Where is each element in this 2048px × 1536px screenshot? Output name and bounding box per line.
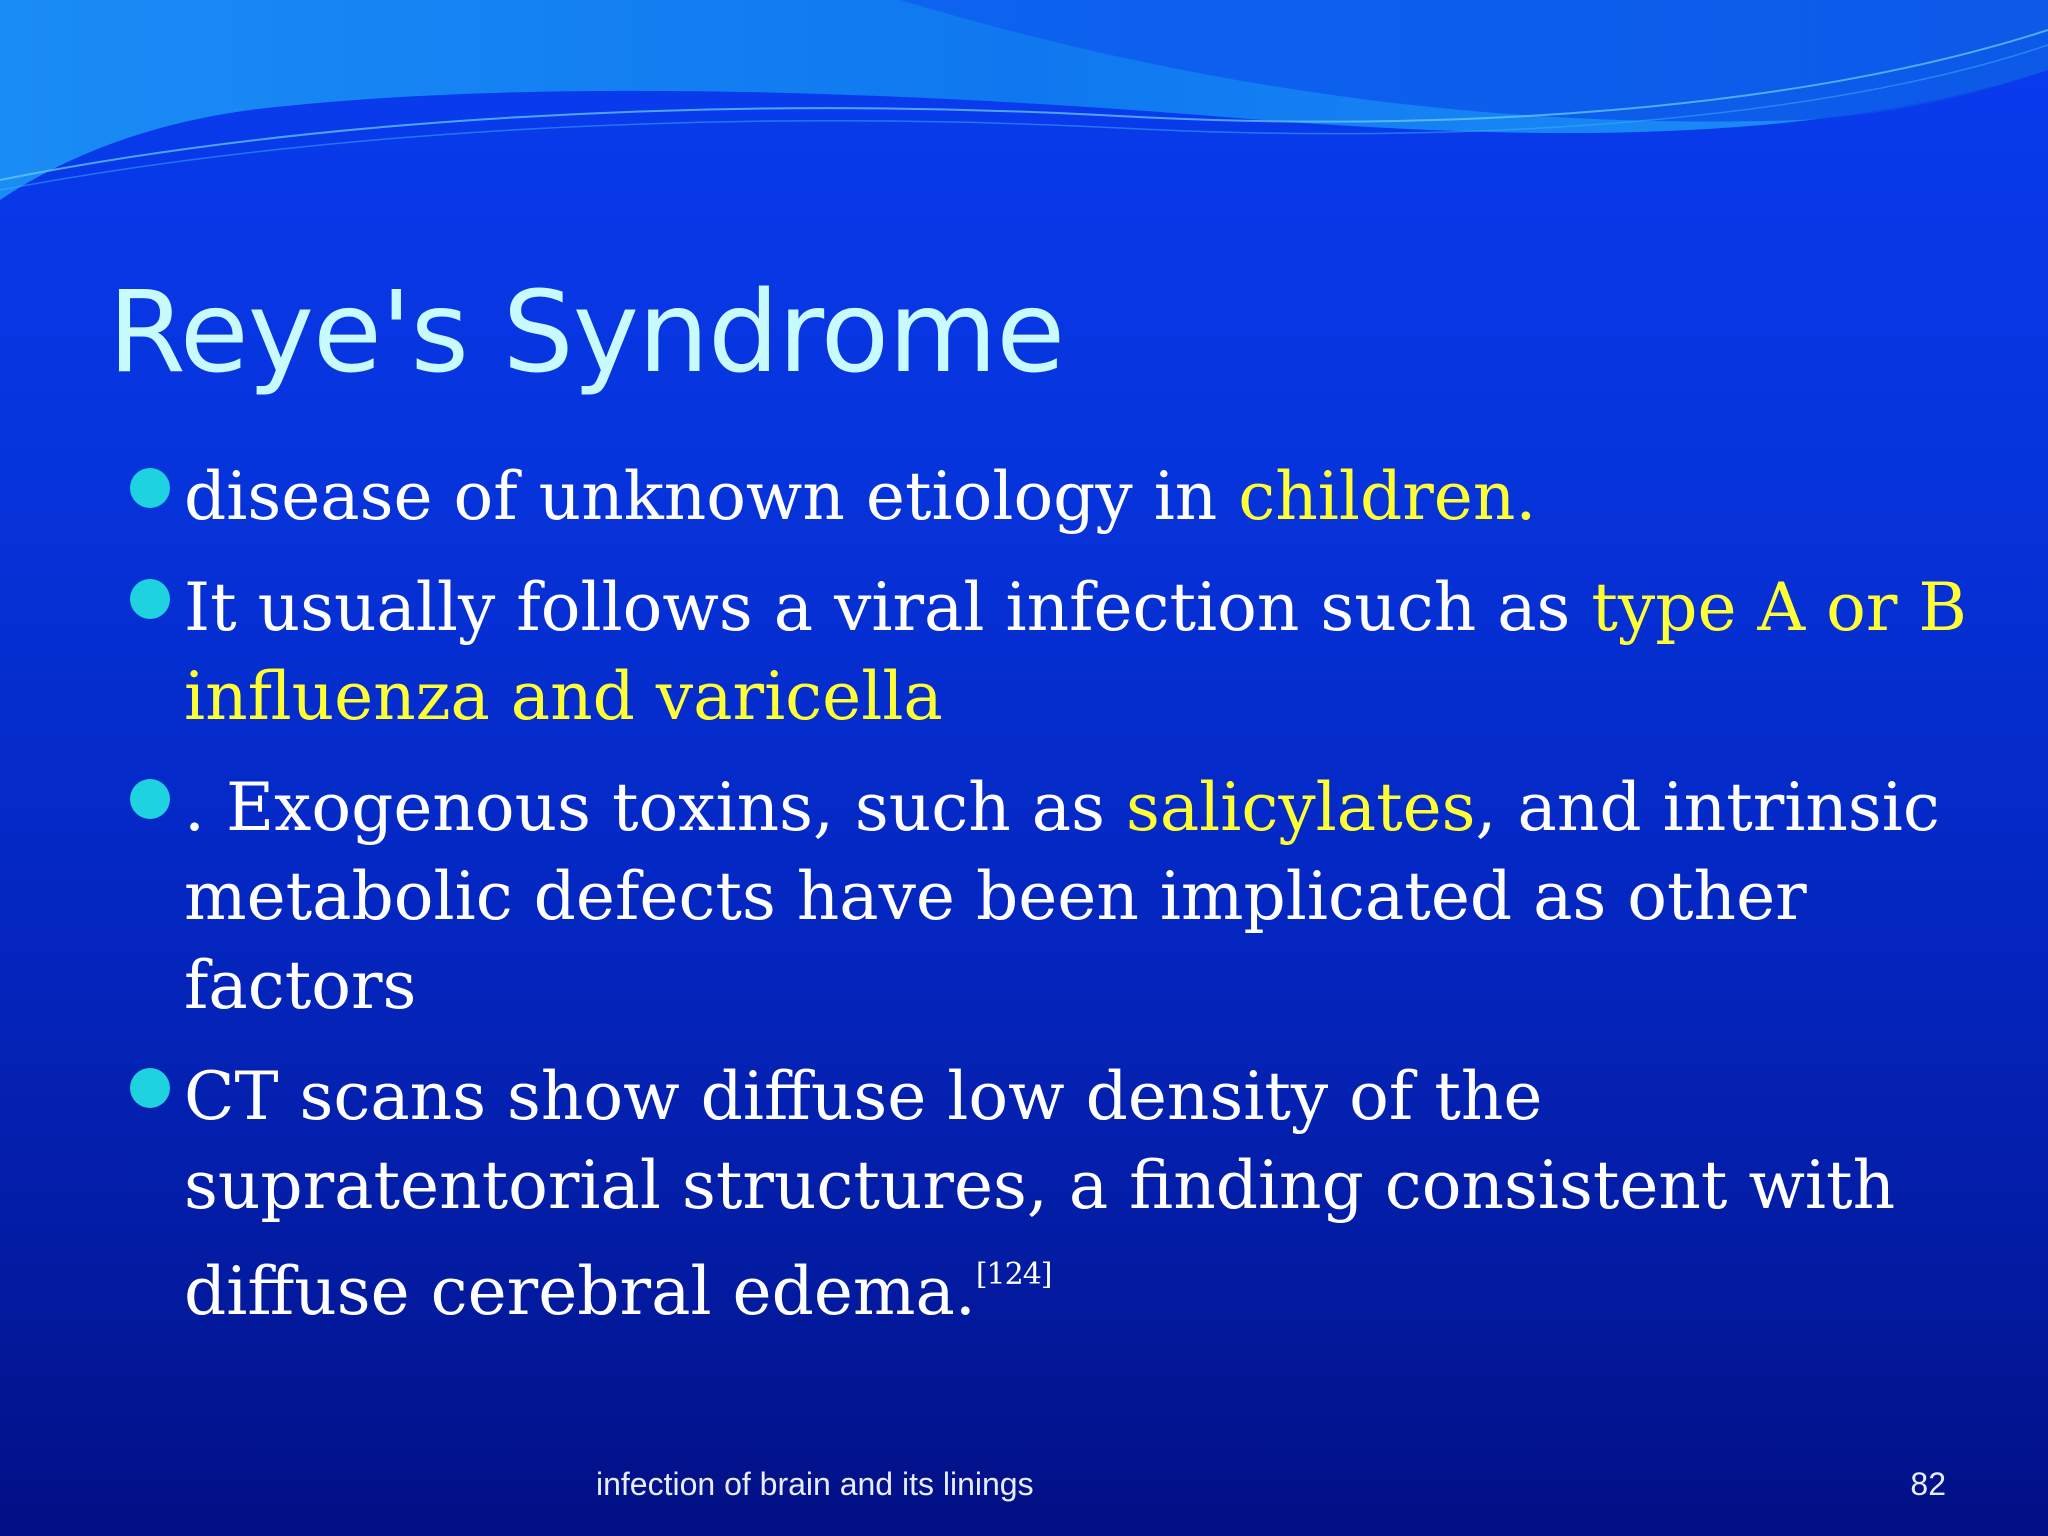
bullet-text: disease of unknown etiology in (184, 458, 1239, 535)
bullet-item (130, 452, 1970, 541)
bullet-text: It usually follows a viral infection such as (184, 569, 1592, 646)
bullet-item (130, 763, 1970, 1030)
citation-superscript: [124] (975, 1257, 1052, 1292)
bullet-item (130, 563, 1970, 741)
slide-footer: infection of brain and its linings (596, 1466, 1034, 1502)
bullet-item (130, 1052, 1970, 1336)
bullet-dot-icon (130, 468, 170, 508)
bullet-text: . Exogenous toxins, such as (184, 769, 1126, 846)
bullet-dot-icon (130, 1068, 170, 1108)
page-number: 82 (1910, 1466, 1946, 1502)
highlighted-text: children. (1238, 458, 1537, 535)
header-wave-decoration (0, 0, 2048, 260)
slide-title: Reye's Syndrome (108, 268, 1065, 398)
bullet-dot-icon (130, 579, 170, 619)
highlighted-text: type A or B influenza and varicella (184, 569, 1967, 735)
bullet-text: CT scans show diffuse low density of the supratentorial structures, a finding consistent with diffuse cerebral edema. (184, 1058, 1896, 1330)
bullet-dot-icon (130, 779, 170, 819)
bullet-list (130, 452, 1970, 1358)
bullet-text: , and intrinsic metabolic defects have been implicated as other factors (184, 769, 1940, 1024)
highlighted-text: salicylates (1125, 769, 1476, 846)
